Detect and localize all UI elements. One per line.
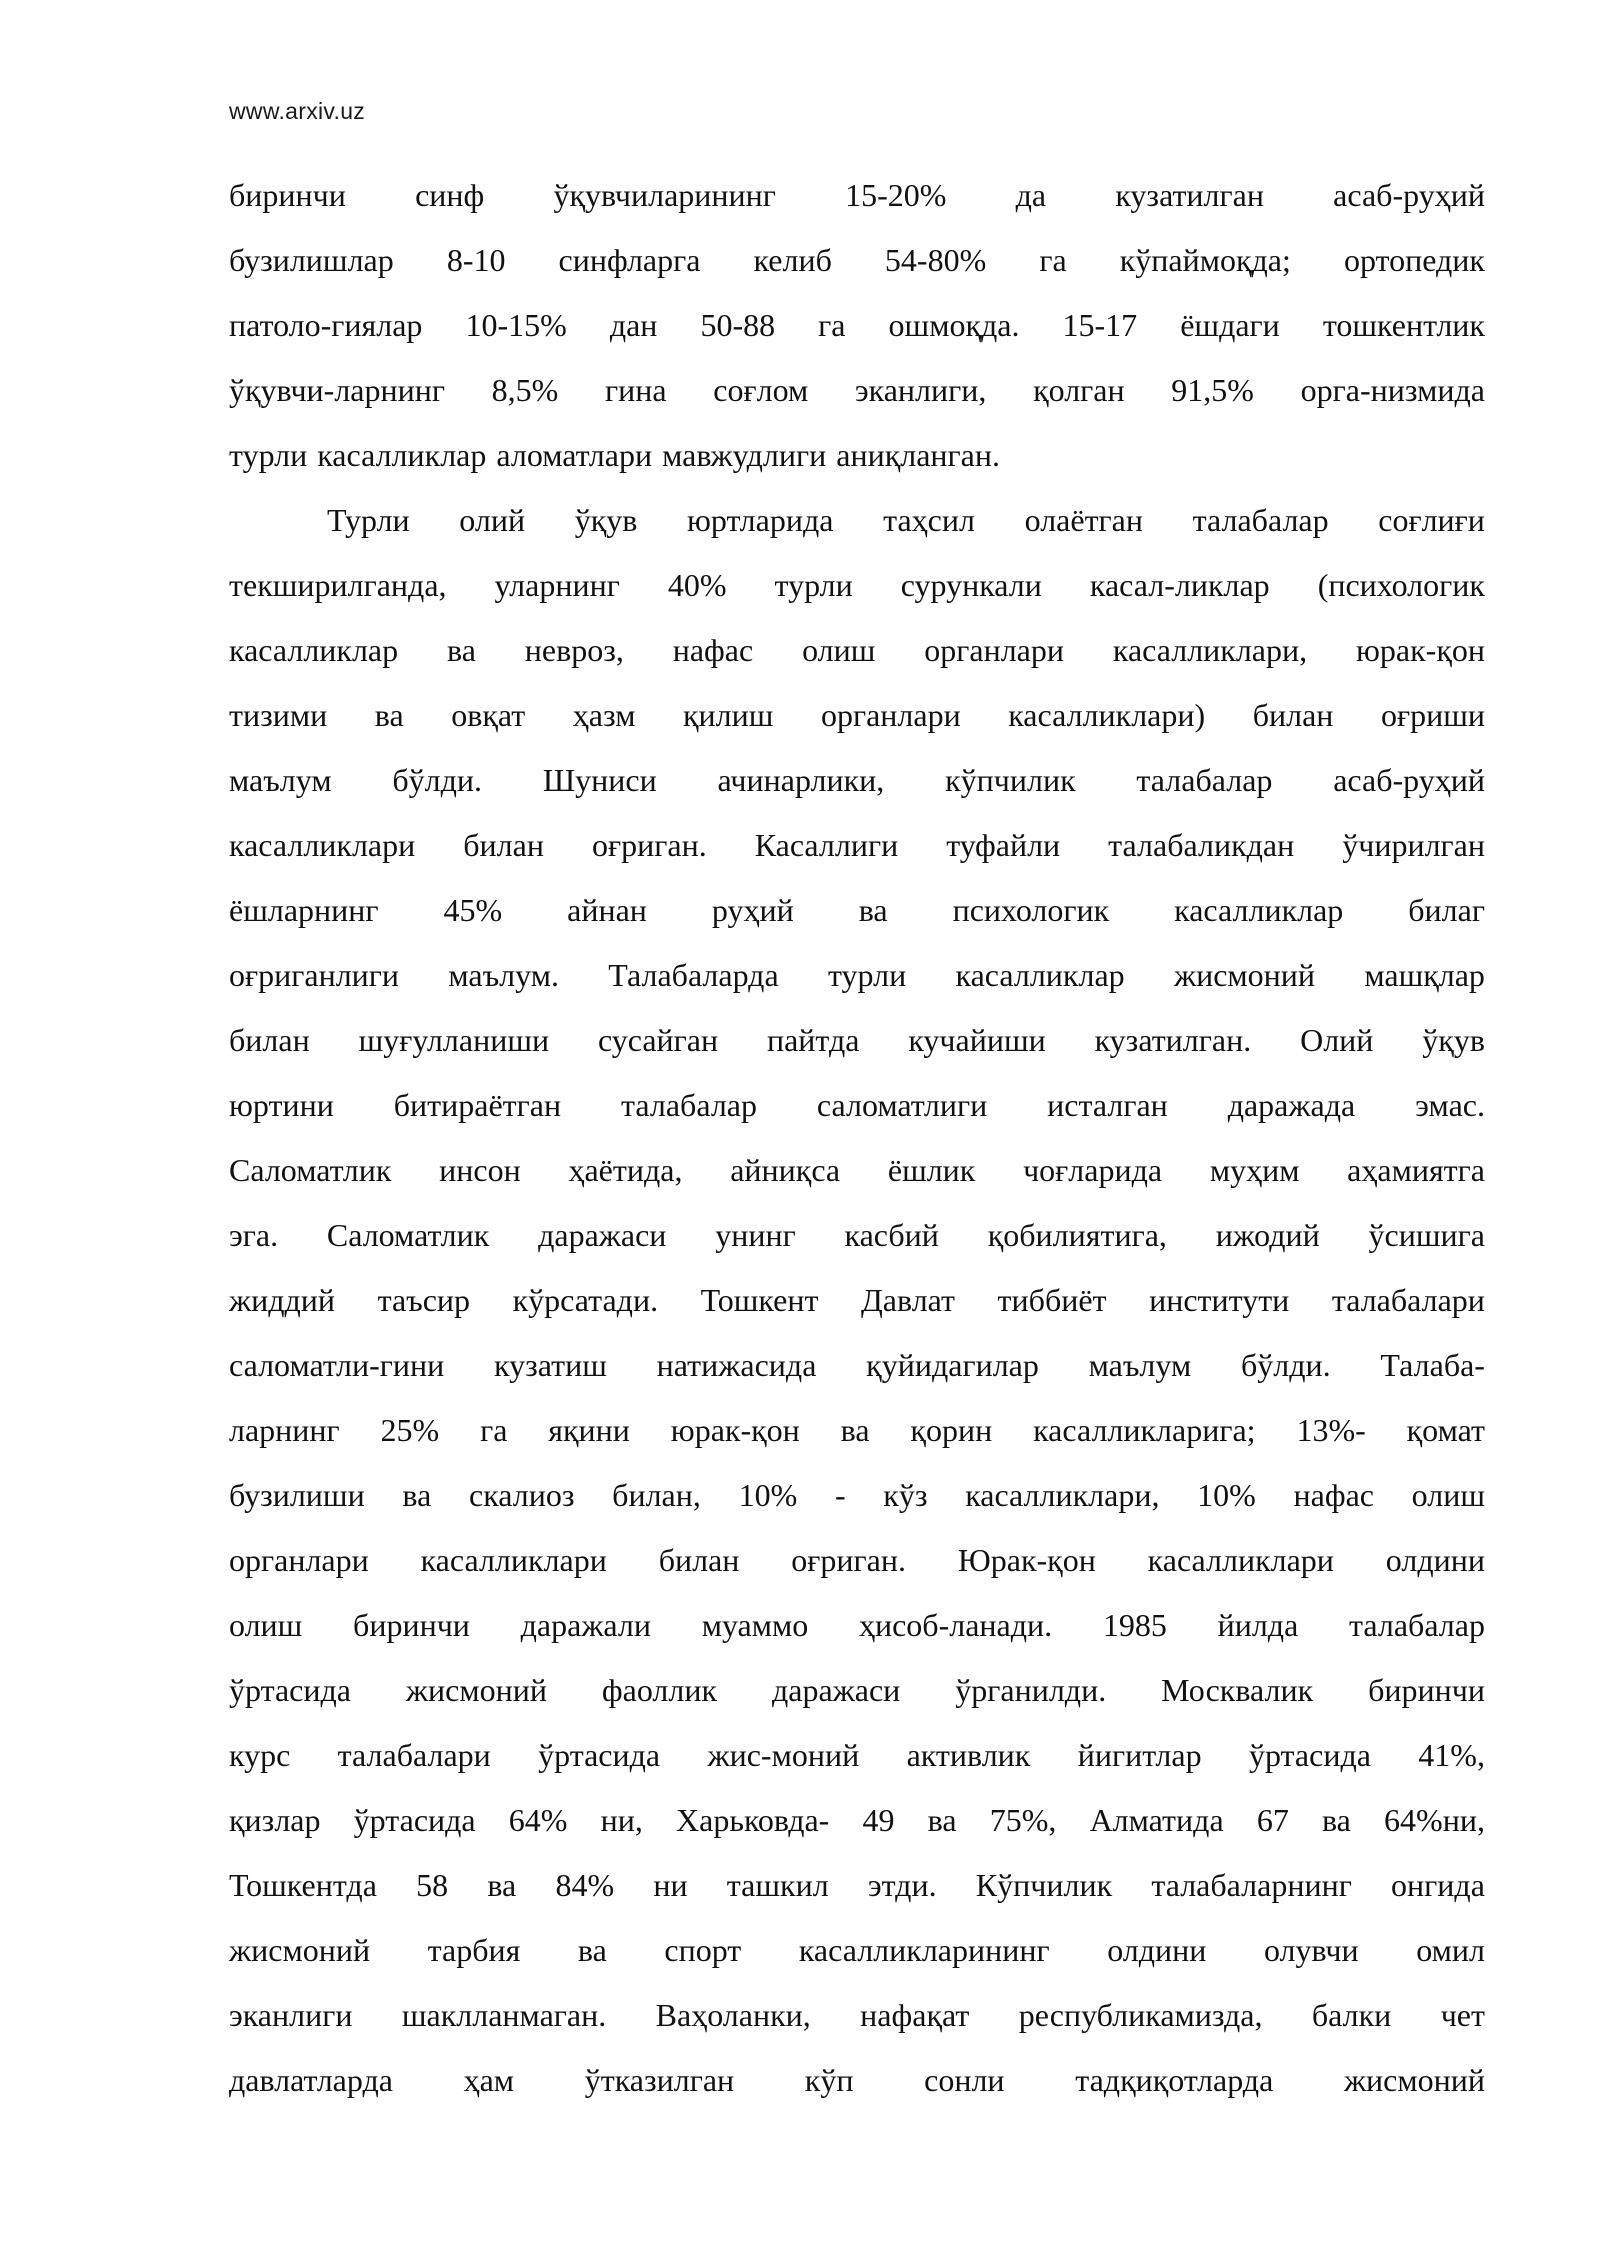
word: республикамизда, [1018,1997,1263,2033]
word: кучайиши [908,1022,1046,1058]
word: ҳам [463,2062,515,2098]
word: олиш [229,1607,303,1643]
text-line [229,1528,1485,1593]
word: ларнинг [229,1412,340,1448]
word: оғриганлиги [229,957,400,993]
word: ўқувчиларининг [553,177,776,213]
word: маълум. [448,957,559,993]
word: ва [487,1867,517,1903]
text-line [229,1073,1485,1138]
word: 13%- [1296,1412,1366,1448]
word: олаётган [1024,502,1143,538]
word: 15-20% [845,177,947,213]
word: жиддий [229,1282,336,1318]
word: кўпчилик [945,762,1076,798]
text-line [229,878,1485,943]
word: кўп [804,2062,854,2098]
word: турли [827,957,907,993]
word: оғриган. [591,827,707,863]
word: 40% [667,567,727,603]
word: давлатларда [229,2062,393,2098]
word: 84% [555,1867,615,1903]
word: 75%, [989,1802,1057,1838]
word: билан [658,1542,740,1578]
word: эга. [229,1217,279,1253]
word: ҳаётида, [568,1152,683,1188]
word: шуғулланиши [358,1022,550,1058]
word: касалликлари [1147,1542,1334,1578]
word: 41%, [1418,1737,1485,1773]
word: ортопедик [1343,242,1485,278]
word: ва [447,632,476,668]
word: 10-15% [465,307,567,343]
word: гина [605,372,667,408]
word: биринчи [229,177,346,213]
text-line [229,1268,1485,1333]
word: ҳисоб-ланади. [858,1607,1053,1643]
word: оғриши [1380,697,1485,733]
word: ўқувчи-ларнинг [229,372,445,408]
word: ўқув [1422,1022,1485,1058]
word: текширилганда, [229,567,447,603]
text-line [229,358,1485,423]
text-line [229,1593,1485,1658]
word: пайтда [766,1022,860,1058]
word: кўз [883,1477,928,1513]
word: касалликлари [420,1542,607,1578]
word: ни [653,1867,688,1903]
word: сонли [924,2062,1005,2098]
word: жисмоний [1343,2062,1485,2098]
text-line [229,553,1485,618]
word: кўпаймоқда; [1119,242,1291,278]
word: нафас [1293,1477,1374,1513]
word: бўлди. [1240,1347,1331,1383]
word: Москвалик [1161,1672,1314,1708]
word: психологик [952,892,1110,928]
word: Кўпчилик [975,1867,1113,1903]
word: касалликлари, [965,1477,1160,1513]
word: олиш [1411,1477,1485,1513]
word: ва [858,892,888,928]
word: жисмоний [1173,957,1316,993]
word: Олий [1300,1022,1374,1058]
word: Ваҳоланки, [655,1997,811,2033]
paragraph [229,163,1485,488]
word: талабалар [1136,762,1273,798]
word: тадқиқотларда [1075,2062,1274,2098]
word: аниқланган. [836,437,1000,473]
word: 10% [738,1477,798,1513]
word: ошмоқда. [888,307,1020,343]
word: синф [415,177,485,213]
word: да [1015,177,1047,213]
word: оғриган. [791,1542,906,1578]
word: онгида [1391,1867,1485,1903]
word: Алматида [1089,1802,1224,1838]
word: 8-10 [446,242,506,278]
word: қилиш [682,697,774,733]
text-line [229,228,1485,293]
word: эмас. [1415,1087,1485,1123]
word: талабаликдан [1108,827,1295,863]
paragraph [229,488,1485,2113]
word: 58 [416,1867,449,1903]
word: жисмоний [405,1672,547,1708]
word: Харьковда- [676,1802,830,1838]
word: нафас [672,632,754,668]
word: кузатилган. [1094,1022,1252,1058]
word: таъсир [377,1282,471,1318]
word: касалликлари [229,827,416,863]
word: Саломатлик [326,1217,490,1253]
word: 49 [862,1802,895,1838]
word: ҳазм [572,697,636,733]
text-line [229,1008,1485,1073]
word: унинг [715,1217,796,1253]
word: талабалар [621,1087,757,1123]
word: юртини [229,1087,334,1123]
word: органлари [229,1542,369,1578]
word: тарбия [427,1932,521,1968]
word: даражаси [538,1217,667,1253]
word: Саломатлик [229,1152,392,1188]
word: Турли [327,502,410,538]
word: ва [1321,1802,1351,1838]
word: органлари [924,632,1064,668]
text-line [229,488,1485,553]
word: соғлиғи [1378,502,1485,538]
word: касалликлари) [1008,697,1206,733]
text-line [229,813,1485,878]
word: касалликлар [229,632,399,668]
word: тиббиёт [997,1282,1107,1318]
word: 54-80% [884,242,987,278]
word: шаклланмаган. [401,1997,607,2033]
word: саломатли-гини [229,1347,445,1383]
text-line [229,683,1485,748]
text-line [229,1398,1485,1463]
word: касалликлари, [1112,632,1308,668]
word: талабалари [337,1737,491,1773]
word: кузатилган [1115,177,1264,213]
word: айниқса [730,1152,841,1188]
word: бўлди. [392,762,483,798]
word: га [1039,242,1067,278]
word: ўртасида [1248,1737,1371,1773]
word: ва [840,1412,870,1448]
word: олиш [802,632,876,668]
word: 50-88 [700,307,776,343]
word: қуйидагилар [866,1347,1039,1383]
text-line [229,293,1485,358]
word: айнан [567,892,647,928]
text-line [229,1463,1485,1528]
word: таҳсил [883,502,975,538]
word: талабалари [1331,1282,1485,1318]
word: 64% [508,1802,568,1838]
word: ўртасида [229,1672,351,1708]
word: соғлом [713,372,809,408]
word: орга-низмида [1300,372,1485,408]
word: юртларида [687,502,834,538]
word: руҳий [711,892,794,928]
word: ташкил [726,1867,829,1903]
word: уларнинг [494,567,620,603]
word: инсон [439,1152,521,1188]
word: га [480,1412,508,1448]
word: юрак-қон [1356,632,1485,668]
word: маълум [229,762,332,798]
text-line [229,163,1485,228]
word: ва [577,1932,607,1968]
word: аҳамиятга [1347,1152,1485,1188]
text-line [229,748,1485,813]
word: талабалар [1349,1607,1485,1643]
word: олий [459,502,526,538]
word: саломатлиги [816,1087,988,1123]
word: ўсишига [1368,1217,1485,1253]
word: муҳим [1209,1152,1300,1188]
word: (психологик [1317,567,1485,603]
text-line [229,1853,1485,1918]
word: синфларга [558,242,701,278]
text-line [229,423,1485,488]
word: Талабаларда [608,957,779,993]
word: турли [229,437,308,473]
word: фаоллик [601,1672,718,1708]
word: тошкентлик [1322,307,1485,343]
word: Талаба- [1380,1347,1485,1383]
word: биринчи [353,1607,470,1643]
word: Шуниси [542,762,657,798]
word: ни, [600,1802,643,1838]
word: касалликларининг [798,1932,1050,1968]
word: қорин [910,1412,993,1448]
word: чоғларида [1023,1152,1163,1188]
word: активлик [906,1737,1031,1773]
word: ўтказилган [584,2062,735,2098]
word: ўртасида [353,1802,476,1838]
word: юрак-қон [670,1412,800,1448]
word: асаб-руҳий [1333,762,1485,798]
word: билан [229,1022,310,1058]
word: чет [1440,1997,1485,2033]
word: омил [1416,1932,1485,1968]
word: талабалар [1192,502,1329,538]
word: 91,5% [1171,372,1254,408]
text-line [229,1138,1485,1203]
word: кузатиш [494,1347,607,1383]
text-line [229,1918,1485,1983]
word: органлари [820,697,961,733]
word: битираётган [393,1087,562,1123]
word: талабаларнинг [1151,1867,1352,1903]
word: даражаси [771,1672,901,1708]
word: ўрганилди. [955,1672,1107,1708]
word: Юрак-қон [957,1542,1096,1578]
word: жис-моний [707,1737,860,1773]
text-line [229,1983,1485,2048]
word: ёшларнинг [229,892,379,928]
word: мавжудлиги [662,437,827,473]
text-line [229,1203,1485,1268]
word: ёшлик [887,1152,976,1188]
word: кўрсатади. [512,1282,659,1318]
word: Касаллиги [754,827,899,863]
word: йигитлар [1077,1737,1202,1773]
text-line [229,618,1485,683]
text-line [229,2048,1485,2113]
word: даражада [1227,1087,1356,1123]
word: билан [1252,697,1334,733]
word: балки [1311,1997,1392,2033]
site-url-header: www.arxiv.uz [229,98,366,124]
word: курс [229,1737,291,1773]
word: натижасида [656,1347,817,1383]
word: ижодий [1215,1217,1320,1253]
word: касалликлар [1174,892,1344,928]
word: машқлар [1364,957,1485,993]
word: қолган [1033,372,1125,408]
word: исталган [1047,1087,1168,1123]
word: 64%ни, [1384,1802,1485,1838]
word: 25% [380,1412,440,1448]
word: келиб [753,242,832,278]
word: билан, [612,1477,701,1513]
text-line [229,1658,1485,1723]
word: касалликлар [317,437,487,473]
word: 45% [443,892,503,928]
word: касалликлар [955,957,1125,993]
word: олдини [1107,1932,1207,1968]
word: эканлиги [229,1997,353,2033]
word: нафақат [860,1997,970,2033]
word: ва [402,1477,432,1513]
word: ва [927,1802,957,1838]
word: асаб-руҳий [1333,177,1485,213]
word: - [834,1477,846,1513]
word: сурункали [900,567,1042,603]
word: қомат [1406,1412,1485,1448]
word: маълум [1088,1347,1192,1383]
word: даражали [520,1607,651,1643]
word: невроз, [524,632,624,668]
word: муаммо [701,1607,809,1643]
word: ўртасида [538,1737,661,1773]
word: Тошкент [700,1282,819,1318]
body-text [229,163,1485,2113]
word: бузилишлар [229,242,394,278]
word: овқат [451,697,526,733]
word: ачинарлики, [717,762,885,798]
word: касал-ликлар [1089,567,1270,603]
word: олувчи [1263,1932,1359,1968]
word: ёшдаги [1180,307,1280,343]
word: 8,5% [491,372,559,408]
word: сусайган [597,1022,719,1058]
word: касалликларига; [1033,1412,1256,1448]
word: олдини [1385,1542,1485,1578]
word: тизими [229,697,328,733]
word: ўчирилган [1342,827,1485,863]
word: институти [1149,1282,1290,1318]
word: 1985 [1102,1607,1167,1643]
word: 10% [1197,1477,1256,1513]
word: биринчи [1368,1672,1485,1708]
text-line [229,1333,1485,1398]
word: спорт [664,1932,742,1968]
word: скалиоз [468,1477,575,1513]
word: аломатлари [496,437,653,473]
word: 15-17 [1062,307,1138,343]
word: қобилиятига, [987,1217,1167,1253]
text-line [229,1788,1485,1853]
word: жисмоний [229,1932,371,1968]
word: ва [374,697,404,733]
word: эканлиги, [854,372,987,408]
text-line [229,943,1485,1008]
word: га [818,307,846,343]
word: туфайли [946,827,1061,863]
word: йилда [1217,1607,1299,1643]
word: билан [463,827,544,863]
word: касбий [844,1217,939,1253]
word: патоло-гиялар [229,307,423,343]
word: этди. [867,1867,937,1903]
word: билаг [1408,892,1485,928]
word: бузилиши [229,1477,365,1513]
word: Давлат [860,1282,956,1318]
word: ўқув [574,502,638,538]
word: қизлар [229,1802,321,1838]
word: яқини [548,1412,630,1448]
word: 67 [1256,1802,1289,1838]
text-line [229,1723,1485,1788]
word: Тошкентда [229,1867,377,1903]
word: турли [774,567,853,603]
word: дан [609,307,658,343]
